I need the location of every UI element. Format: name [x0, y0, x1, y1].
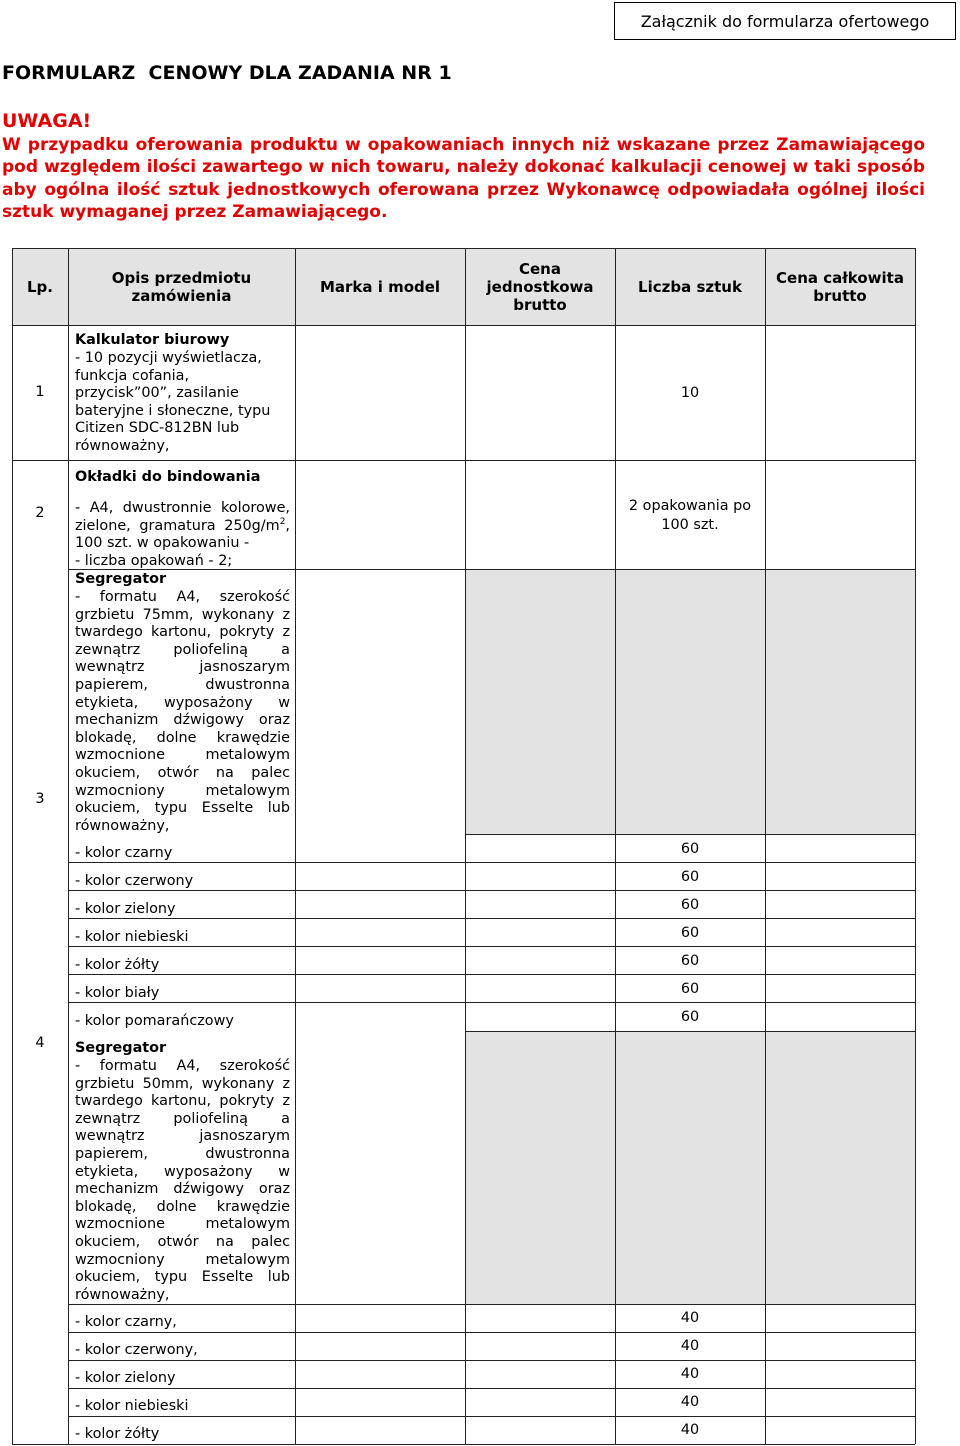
row-4-variant-1-qty: 40	[680, 1310, 700, 1326]
gray-block-r4	[465, 1031, 915, 1304]
row-4-variant-5-qty: 40	[680, 1422, 700, 1438]
row-3-variant-5: - kolor żółty	[75, 957, 160, 973]
row-3-variant-6-qty: 60	[680, 981, 700, 997]
warning-heading: UWAGA!	[2, 110, 92, 132]
row-2-desc-packages: - liczba opakowań - 2;	[75, 553, 233, 569]
row-1-desc: - 10 pozycji wyświetlacza, funkcja cofania, przycisk”00”, zasilanie bateryjne i słoneczne, typu Citizen SDC-812BN lub równoważny,	[75, 350, 271, 454]
row-3-variant-5-qty: 60	[680, 953, 700, 969]
row-4-variant-1: - kolor czarny,	[75, 1314, 177, 1330]
row-3-variant-7-qty: 60	[680, 1009, 700, 1025]
row-3-variant-4-qty: 60	[680, 925, 700, 941]
row-3-lp: 3	[35, 791, 45, 807]
row-3-variant-2-qty: 60	[680, 869, 700, 885]
row-4-variant-2: - kolor czerwony,	[75, 1342, 198, 1358]
row-2-title: Okładki do bindowania	[75, 469, 261, 485]
header-marka: Marka i model	[295, 248, 465, 325]
row-4-variant-4: - kolor niebieski	[75, 1398, 189, 1414]
gray-block-r3	[465, 569, 915, 834]
row-4-variant-2-qty: 40	[680, 1338, 700, 1354]
row-2-lp: 2	[35, 505, 45, 521]
row-4-lp: 4	[35, 1035, 45, 1051]
row-4-variant-5: - kolor żółty	[75, 1426, 160, 1442]
row-3-variant-4: - kolor niebieski	[75, 929, 189, 945]
row-3-variant-3: - kolor zielony	[75, 901, 176, 917]
row-3-variant-1-qty: 60	[680, 841, 700, 857]
header-liczba-sztuk: Liczba sztuk	[615, 248, 765, 325]
header-cena-calkowita: Cena całkowita brutto	[765, 248, 915, 325]
row-1-title: Kalkulator biurowy	[75, 332, 230, 348]
row-3-variant-3-qty: 60	[680, 897, 700, 913]
row-3-desc: - formatu A4, szerokość grzbietu 75mm, wykonany z twardego kartonu, pokryty z zewnątrz poliofeliną a wewnątrz jasnoszarym papierem, dwustronna etykieta, wyposażony w mechanizm dźwigowy oraz blokadę, dolne krawędzie wzmocnione metalowym okuciem, otwór na palec wzmocniony metalowym okuciem, typu Esselte lub równoważny,	[75, 589, 290, 834]
row-3-title: Segregator	[75, 571, 167, 587]
row-4-variant-3-qty: 40	[680, 1366, 700, 1382]
annex-label: Załącznik do formularza ofertowego	[614, 2, 956, 40]
row-2-qty: 2 opakowania po 100 szt.	[628, 498, 752, 533]
row-4-title: Segregator	[75, 1040, 167, 1056]
row-4-variant-3: - kolor zielony	[75, 1370, 176, 1386]
page-title: FORMULARZ CENOWY DLA ZADANIA NR 1	[2, 62, 452, 84]
row-4-desc: - formatu A4, szerokość grzbietu 50mm, wykonany z twardego kartonu, pokryty z zewnątrz poliofeliną a wewnątrz jasnoszarym papierem, dwustronna etykieta, wyposażony w mechanizm dźwigowy oraz blokadę, dolne krawędzie wzmocnione metalowym okuciem, otwór na palec wzmocniony metalowym okuciem, typu Esselte lub równoważny,	[75, 1058, 290, 1303]
header-opis: Opis przedmiotu zamówienia	[68, 248, 295, 325]
header-cena-jednostkowa: Cena jednostkowa brutto	[465, 248, 615, 325]
row-3-variant-1: - kolor czarny	[75, 845, 173, 861]
row-3-variant-6: - kolor biały	[75, 985, 160, 1001]
row-1-qty: 10	[680, 385, 700, 401]
row-4-variant-4-qty: 40	[680, 1394, 700, 1410]
warning-text: W przypadku oferowania produktu w opakowaniach innych niż wskazane przez Zamawiającego pod względem ilości zawartego w nich towaru, należy dokonać kalkulacji cenowej w taki sposób aby ogólna ilość sztuk jednostkowych oferowana przez Wykonawcę odpowiadała ogólnej ilości sztuk wymaganej przez Zamawiającego.	[2, 135, 925, 222]
row-3-variant-2: - kolor czerwony	[75, 873, 194, 889]
row-3-variant-7: - kolor pomarańczowy	[75, 1013, 234, 1029]
header-lp: Lp.	[12, 248, 68, 325]
row-1-lp: 1	[35, 384, 45, 400]
row-2-desc: - A4, dwustronnie kolorowe, zielone, gramatura $250g/m^2$, 100 szt. w opakowaniu -	[75, 500, 290, 552]
